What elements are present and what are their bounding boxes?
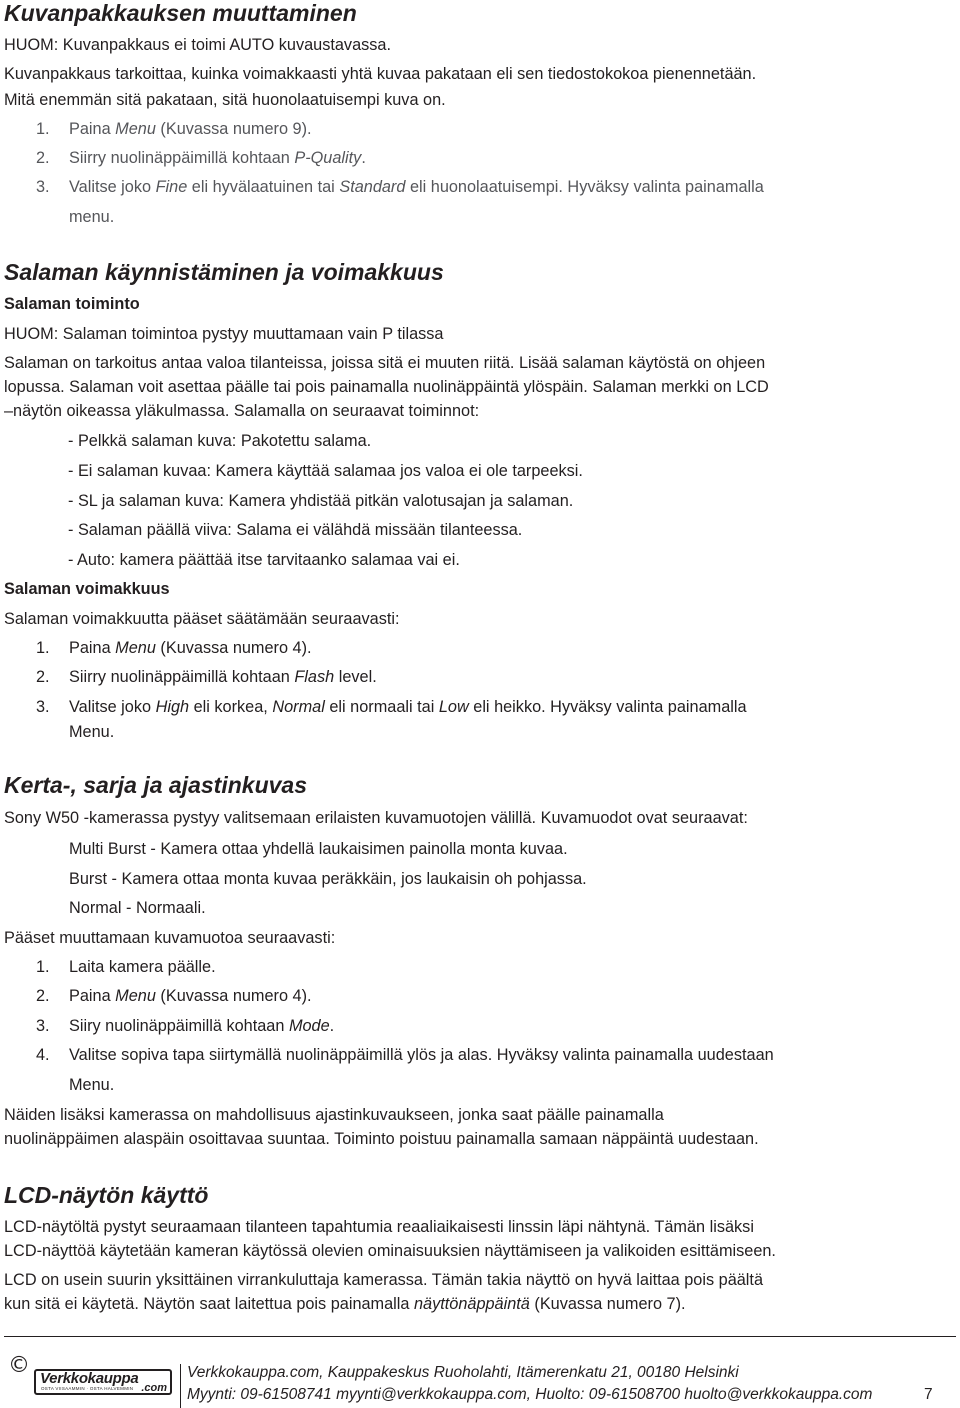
paragraph-line: LCD on usein suurin yksittäinen virrankuluttaja kamerassa. Tämän takia näyttö on hyvä laittaa pois päältä xyxy=(4,1271,763,1289)
heading-salama: Salaman käynnistäminen ja voimakkuus xyxy=(4,259,444,285)
paragraph-line: Salaman on tarkoitus antaa valoa tilanteissa, joissa sitä ei muuten riitä. Lisää salaman käytöstä on ohjeen xyxy=(4,354,766,372)
note-kuvanpakkaus: HUOM: Kuvanpakkaus ei toimi AUTO kuvaustavassa. xyxy=(4,36,391,54)
paragraph-line: lopussa. Salaman voit asettaa päälle tai pois painamalla nuolinäppäintä ylöspäin. Salaman merkki on LCD xyxy=(4,378,769,396)
subheading-salaman-toiminto: Salaman toiminto xyxy=(4,295,140,313)
step-item: 2. Siirry nuolinäppäimillä kohtaan Flash level. xyxy=(36,668,377,686)
bullet-item: - SL ja salaman kuva: Kamera yhdistää pitkän valotusajan ja salaman. xyxy=(68,492,574,510)
paragraph-line: LCD-näyttöä käytetään kameran käytössä olevien ominaisuuksien näyttämiseen ja valikoiden esittämiseen. xyxy=(4,1242,776,1260)
step-item: 3. Valitse joko High eli korkea, Normal eli normaali tai Low eli heikko. Hyväksy valinta painamalla xyxy=(36,698,747,716)
bullet-item: - Salaman päällä viiva: Salama ei välähdä missään tilanteessa. xyxy=(68,521,523,539)
paragraph-line: Sony W50 -kamerassa pystyy valitsemaan erilaisten kuvamuotojen välillä. Kuvamuodot ovat seuraavat: xyxy=(4,809,748,827)
bullet-item: - Auto: kamera päättää itse tarvitaanko salamaa vai ei. xyxy=(68,551,460,569)
paragraph-line: Näiden lisäksi kamerassa on mahdollisuus ajastinkuvaukseen, jonka saat päälle painamalla xyxy=(4,1106,664,1124)
step-continuation: Menu. xyxy=(69,1076,115,1094)
step-item: 2. Siirry nuolinäppäimillä kohtaan P-Quality. xyxy=(36,149,366,167)
mode-item: Burst - Kamera ottaa monta kuvaa peräkkäin, jos laukaisin oh pohjassa. xyxy=(69,870,587,888)
step-continuation: menu. xyxy=(69,208,115,226)
page-number: 7 xyxy=(924,1386,933,1403)
paragraph-line: Salaman voimakkuutta pääset säätämään seuraavasti: xyxy=(4,610,400,628)
footer-address: Verkkokauppa.com, Kauppakeskus Ruoholahti, Itämerenkatu 21, 00180 Helsinki xyxy=(187,1364,739,1381)
mode-item: Multi Burst - Kamera ottaa yhdellä laukaisimen painolla monta kuvaa. xyxy=(69,840,568,858)
step-item: 2. Paina Menu (Kuvassa numero 4). xyxy=(36,987,312,1005)
heading-lcd: LCD-näytön käyttö xyxy=(4,1182,209,1208)
logo-wordmark: Verkkokauppa xyxy=(40,1370,139,1387)
verkkokauppa-logo xyxy=(34,1369,172,1395)
copyright-symbol: © xyxy=(8,1353,30,1378)
subheading-salaman-voimakkuus: Salaman voimakkuus xyxy=(4,580,170,598)
logo-com: .com xyxy=(141,1382,167,1394)
paragraph-line: kun sitä ei käytetä. Näytön saat laitettua pois painamalla näyttönäppäintä (Kuvassa numero 7). xyxy=(4,1295,686,1313)
paragraph-line: LCD-näytöltä pystyt seuraamaan tilanteen tapahtumia reaaliaikaisesti linssin läpi nähtynä. Tämän lisäksi xyxy=(4,1218,754,1236)
step-continuation: Menu. xyxy=(69,723,115,741)
step-item: 4. Valitse sopiva tapa siirtymällä nuolinäppäimillä ylös ja alas. Hyväksy valinta painamalla uudestaan xyxy=(36,1046,774,1064)
logo-tagline: OSTA VIISAAMMIN · OSTA HALVEMMIN xyxy=(41,1386,134,1391)
paragraph-line: nuolinäppäimen alaspäin osoittavaa suuntaa. Toiminto poistuu painamalla samaan näppäintä uudestaan. xyxy=(4,1130,759,1148)
paragraph-line: –näytön oikeassa yläkulmassa. Salamalla on seuraavat toiminnot: xyxy=(4,402,480,420)
mode-item: Normal - Normaali. xyxy=(69,899,206,917)
heading-kuvanpakkaus: Kuvanpakkauksen muuttaminen xyxy=(4,0,357,26)
paragraph-line: Pääset muuttamaan kuvamuotoa seuraavasti: xyxy=(4,929,336,947)
footer-contact: Myynti: 09-61508741 myynti@verkkokauppa.com, Huolto: 09-61508700 huolto@verkkokauppa.com xyxy=(187,1386,873,1403)
step-item: 3. Siiry nuolinäppäimillä kohtaan Mode. xyxy=(36,1017,335,1035)
bullet-item: - Ei salaman kuvaa: Kamera käyttää salamaa jos valoa ei ole tarpeeksi. xyxy=(68,462,583,480)
footer-separator xyxy=(180,1364,181,1408)
note-salama: HUOM: Salaman toimintoa pystyy muuttamaan vain P tilassa xyxy=(4,325,444,343)
bullet-item: - Pelkkä salaman kuva: Pakotettu salama. xyxy=(68,432,372,450)
step-item: 1. Paina Menu (Kuvassa numero 4). xyxy=(36,639,312,657)
step-item: 1. Laita kamera päälle. xyxy=(36,958,216,976)
paragraph-line: Kuvanpakkaus tarkoittaa, kuinka voimakkaasti yhtä kuvaa pakataan eli sen tiedostokokoa pienennetään. xyxy=(4,65,757,83)
footer-divider xyxy=(4,1336,956,1337)
step-item: 3. Valitse joko Fine eli hyvälaatuinen tai Standard eli huonolaatuisempi. Hyväksy valinta painamalla xyxy=(36,178,764,196)
step-item: 1. Paina Menu (Kuvassa numero 9). xyxy=(36,120,312,138)
heading-kuvaus: Kerta-, sarja ja ajastinkuvas xyxy=(4,772,307,798)
paragraph-line: Mitä enemmän sitä pakataan, sitä huonolaatuisempi kuva on. xyxy=(4,91,446,109)
